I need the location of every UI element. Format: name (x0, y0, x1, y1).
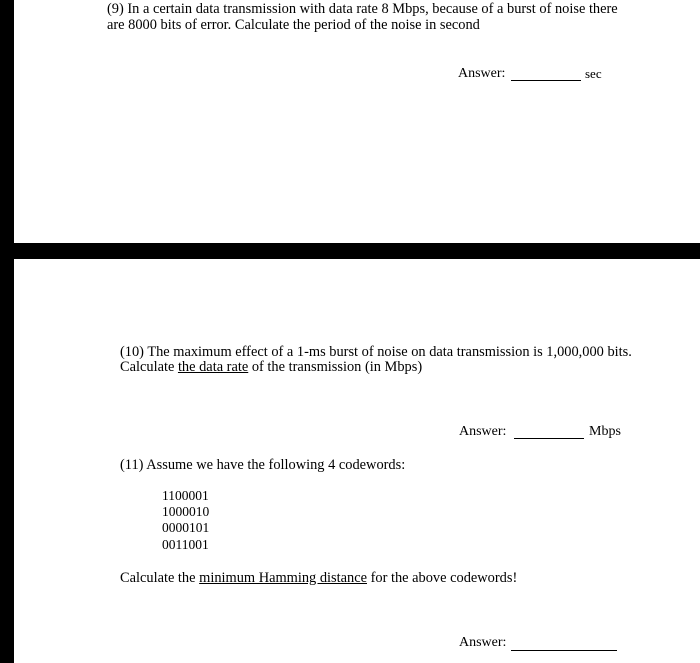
worksheet-page-bottom (14, 259, 700, 663)
q10-text-line2 (120, 359, 422, 375)
q9-text-line2: are 8000 bits of error. Calculate the period of the noise in second (107, 17, 480, 33)
q10-answer-unit: Mbps (589, 424, 621, 439)
q11-answer-label: Answer: (459, 635, 507, 650)
q11-underlined-term: minimum Hamming distance (199, 570, 367, 586)
q11-calc-before: Calculate the (120, 570, 200, 586)
codeword: 1100001 (162, 488, 209, 503)
q11-calc-after: for the above codewords! (367, 570, 518, 586)
codeword: 1000010 (162, 504, 210, 519)
codeword: 0011001 (162, 537, 209, 552)
q11-answer-blank[interactable] (511, 650, 617, 651)
worksheet-page-top (14, 0, 700, 243)
q10-answer-blank[interactable] (514, 438, 584, 439)
q10-underlined-term: the data rate (177, 359, 249, 375)
codeword: 0000101 (162, 520, 210, 535)
q10-answer-label: Answer: (459, 424, 507, 439)
q11-calc-text (120, 570, 517, 586)
q9-answer-unit: sec (585, 66, 602, 81)
q11-intro: (11) Assume we have the following 4 codewords: (120, 457, 406, 473)
q10-text-after: of the transmission (in Mbps) (248, 359, 423, 375)
q9-answer-blank[interactable] (511, 80, 581, 81)
q10-text-before: Calculate (120, 359, 178, 375)
q9-answer-label: Answer: (458, 66, 506, 81)
q9-text-line1: (9) In a certain data transmission with data rate 8 Mbps, because of a burst of noise there (107, 1, 618, 17)
q10-text-line1: (10) The maximum effect of a 1-ms burst of noise on data transmission is 1,000,000 bits. (120, 344, 632, 360)
